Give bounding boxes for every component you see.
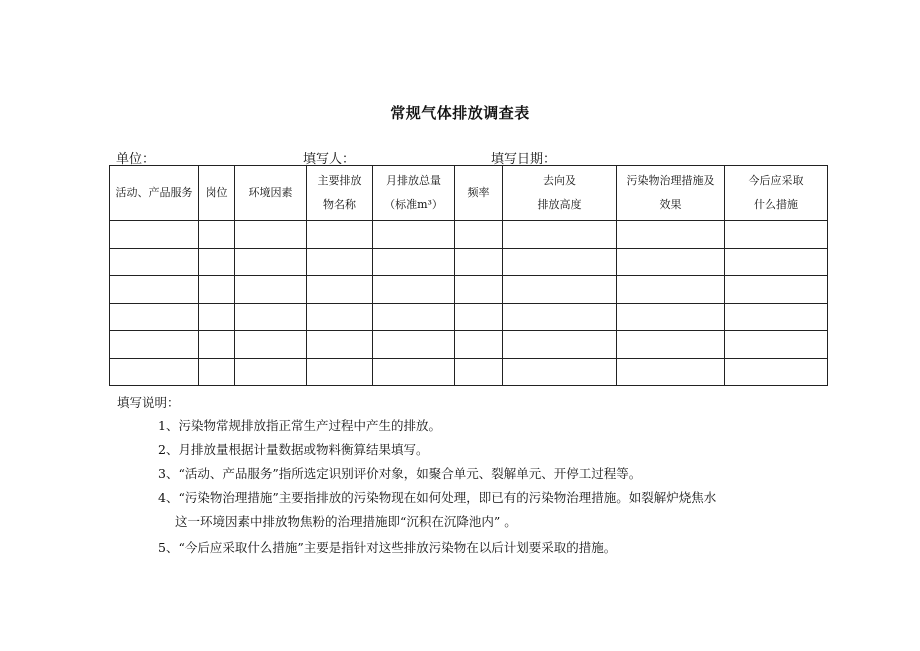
header-future-measures: 今后应采取 什么措施 [725,166,828,221]
table-cell[interactable] [235,221,307,249]
table-cell[interactable] [199,331,235,359]
table-cell[interactable] [373,331,455,359]
table-cell[interactable] [373,248,455,276]
table-cell[interactable] [725,276,828,304]
table-cell[interactable] [455,303,503,331]
table-cell[interactable] [617,331,725,359]
header-post: 岗位 [199,166,235,221]
instruction-item: 3、“活动、产品服务”指所选定识别评价对象，如聚合单元、裂解单元、开停工过程等。 [158,466,642,481]
table-cell[interactable] [617,221,725,249]
instruction-item: 5、“今后应采取什么措施”主要是指针对这些排放污染物在以后计划要采取的措施。 [158,540,617,555]
table-cell[interactable] [725,221,828,249]
header-frequency: 频率 [455,166,503,221]
table-cell[interactable] [617,276,725,304]
table-cell[interactable] [503,248,617,276]
header-activity: 活动、产品服务 [110,166,199,221]
table-row [110,331,828,359]
table-cell[interactable] [235,248,307,276]
table-cell[interactable] [725,331,828,359]
table-cell[interactable] [455,276,503,304]
table-cell[interactable] [199,248,235,276]
instruction-item: 4、“污染物治理措施”主要指排放的污染物现在如何处理，即已有的污染物治理措施。如裂解炉烧焦水 [158,490,717,505]
table-cell[interactable] [199,358,235,386]
header-main-emission: 主要排放 物名称 [307,166,373,221]
instruction-item-continued: 这一环境因素中排放物焦粉的治理措施即“沉积在沉降池内” 。 [175,514,517,529]
table-cell[interactable] [235,276,307,304]
emission-survey-table [109,165,828,386]
table-cell[interactable] [373,221,455,249]
table-row [110,303,828,331]
instruction-item: 1、污染物常规排放指正常生产过程中产生的排放。 [158,418,441,433]
table-cell[interactable] [373,303,455,331]
table-cell[interactable] [307,248,373,276]
table-cell[interactable] [373,358,455,386]
table-cell[interactable] [110,303,199,331]
table-cell[interactable] [307,358,373,386]
page-title: 常规气体排放调查表 [390,104,530,122]
table-row [110,276,828,304]
table-cell[interactable] [503,221,617,249]
table-cell[interactable] [617,303,725,331]
table-cell[interactable] [503,303,617,331]
table-cell[interactable] [373,276,455,304]
table-cell[interactable] [235,303,307,331]
instructions-heading: 填写说明： [117,395,180,410]
table-cell[interactable] [455,221,503,249]
table-row [110,248,828,276]
table-cell[interactable] [725,303,828,331]
table-cell[interactable] [503,276,617,304]
table-cell[interactable] [503,358,617,386]
table-cell[interactable] [110,248,199,276]
fill-date-label: 填写日期： [491,152,557,167]
header-destination: 去向及 排放高度 [503,166,617,221]
table-row [110,221,828,249]
unit-label: 单位： [116,152,156,167]
filler-label: 填写人： [303,152,356,167]
table-cell[interactable] [199,276,235,304]
table-cell[interactable] [617,248,725,276]
table-cell[interactable] [235,358,307,386]
header-env-factor: 环境因素 [235,166,307,221]
table-cell[interactable] [307,331,373,359]
table-cell[interactable] [110,331,199,359]
table-cell[interactable] [110,276,199,304]
table-cell[interactable] [617,358,725,386]
table-cell[interactable] [455,248,503,276]
table-cell[interactable] [110,221,199,249]
table-row [110,358,828,386]
table-cell[interactable] [503,331,617,359]
table-cell[interactable] [307,303,373,331]
table-cell[interactable] [307,276,373,304]
table-cell[interactable] [455,331,503,359]
table-cell[interactable] [199,303,235,331]
header-monthly-total: 月排放总量 （标准m³） [373,166,455,221]
table-cell[interactable] [110,358,199,386]
table-cell[interactable] [455,358,503,386]
table-cell[interactable] [199,221,235,249]
instruction-item: 2、月排放量根据计量数据或物料衡算结果填写。 [158,442,429,457]
header-treatment: 污染物治理措施及 效果 [617,166,725,221]
table-cell[interactable] [725,358,828,386]
table-cell[interactable] [725,248,828,276]
table-cell[interactable] [235,331,307,359]
table-cell[interactable] [307,221,373,249]
